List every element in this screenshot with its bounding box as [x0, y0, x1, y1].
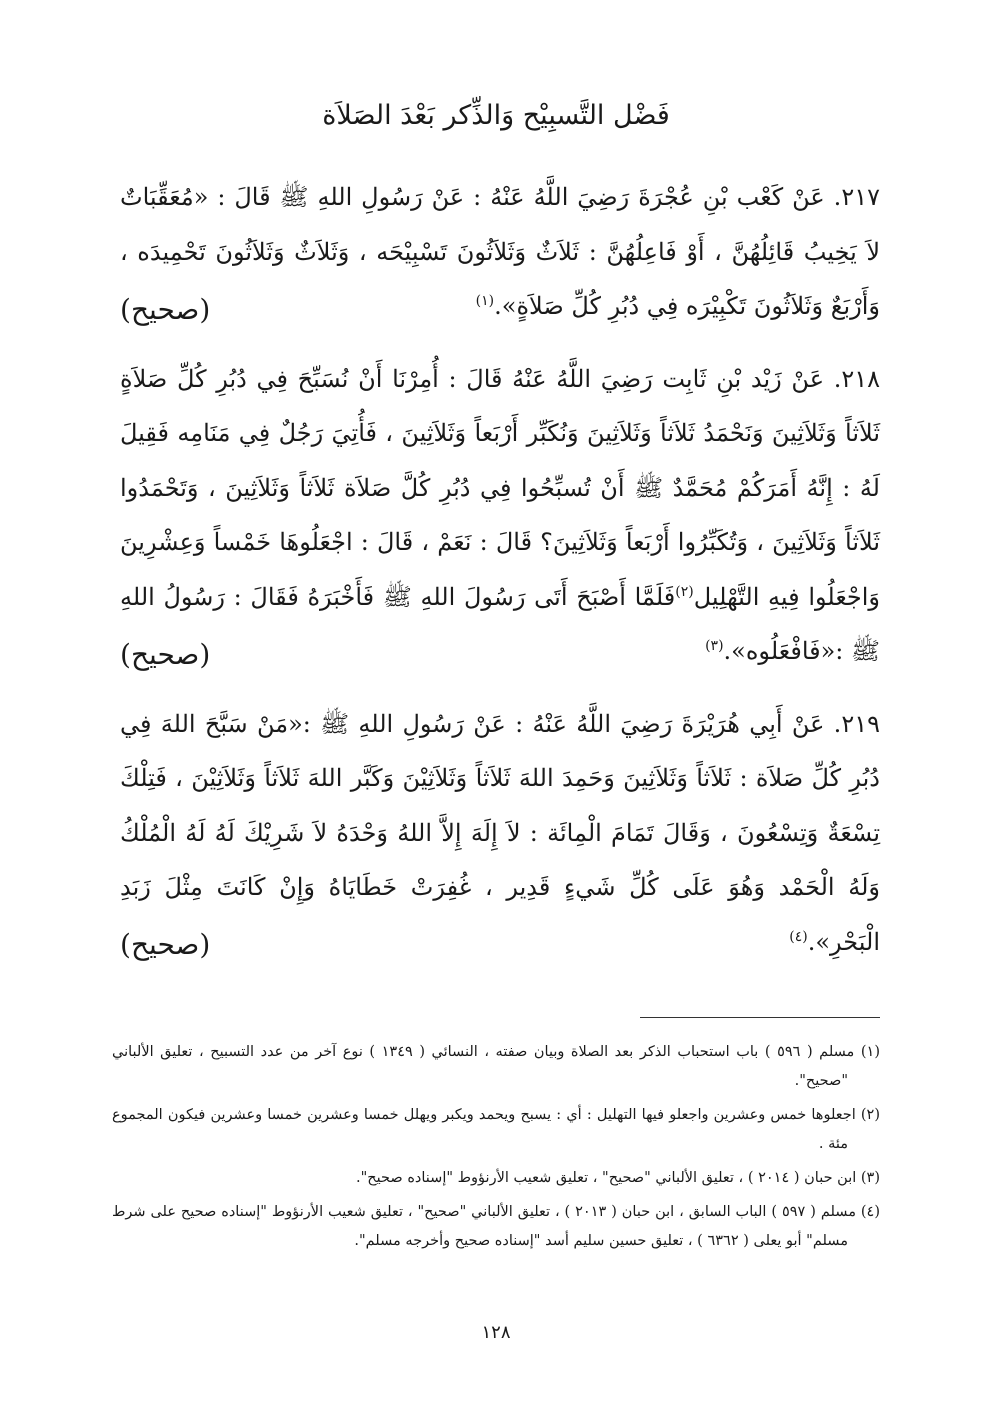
- page-number: ١٢٨: [481, 1322, 511, 1343]
- footnote-ref[interactable]: (٣): [705, 638, 724, 654]
- footnote-1: (١) مسلم ( ٥٩٦ ) باب استحباب الذكر بعد الصلاة وبيان صفته ، النسائي ( ١٣٤٩ ) نوع آخر من عدد التسبيح ، تعليق الألباني "صحيح".: [112, 1044, 880, 1089]
- hadith-text-continued: فَلَمَّا أَصْبَحَ أَتَى رَسُولَ اللهِ ﷺ فَأَخْبَرَهُ فَقَالَ : رَسُولُ اللهِ ﷺ :«فَافْعَلُوه».: [120, 582, 880, 665]
- hadith-217: [120, 170, 880, 334]
- hadith-text: ٢١٨. عَنْ زَيْد بْنِ ثَابِت رَضِيَ اللَّهُ عَنْهُ قَالَ : أُمِرْنَا أَنْ نُسَبِّحَ فِي دُبُرِ كُلِّ صَلاَةٍ ثَلاَثاً وَثَلاَثِينَ وَنَحْمَدُ ثَلاَثاً وَثَلاَثِينَ وَنُكَبِّر أَرْبَعاً وَثَلاَثِينَ ، فَأُتِيَ رَجُلٌ فِي مَنَامِه فَقِيلَ لَهُ : إِنَّهُ أَمَرَكُمْ مُحَمَّدٌ ﷺ أَنْ تُسبِّحُوا فِي دُبُرِ كُلَّ صَلاَة ثَلاَثاً وَثَلاَثِينَ ، وَتَحْمَدُوا ثَلاَثاً وَثَلاَثِينَ ، وَتُكَبِّرُوا أَرْبَعاً وَثَلاَثِينَ؟ قَالَ : نَعَمْ ، قَالَ : اجْعَلُوهَا خَمْساً وَعِشْرِينَ وَاجْعَلُوا فِيهِ التَّهْلِيل: [120, 364, 880, 611]
- hadith-grade: ( صحيح ): [120, 925, 210, 965]
- footnote-4: (٤) مسلم ( ٥٩٧ ) الباب السابق ، ابن حبان ( ٢٠١٣ ) ، تعليق الألباني "صحيح" ، تعليق شعيب الأرنؤوط "إسناده صحيح على شرط مسلم" أبو يعلى ( ٦٣٦٢ ) ، تعليق حسين سليم أسد "إسناده صحيح وأخرجه مسلم".: [112, 1204, 881, 1249]
- hadith-219: [120, 697, 880, 970]
- footnote-ref[interactable]: (١): [475, 293, 495, 309]
- footnote-ref[interactable]: (٤): [789, 928, 808, 945]
- hadith-grade: ( صحيح ): [120, 290, 210, 330]
- footnote-2: (٢) اجعلوها خمس وعشرين واجعلو فيها التهليل : أي : يسبح ويحمد ويكبر ويهلل خمسا وعشرين خمسا وعشرين فيكون المجموع مئة .: [112, 1107, 881, 1152]
- hadith-text: ٢١٧. عَنْ كَعْب بْنِ عُجْرَةَ رَضِيَ اللَّهُ عَنْهُ : عَنْ رَسُولِ اللهِ ﷺ قَالَ : «مُعَقِّبَاتٌ لاَ يَخِيبُ قَائِلُهُنَّ ، أَوْ فَاعِلُهُنَّ : ثَلاَثٌ وَثَلاَثُونَ تَسْبِيْحَه ، وَثَلاَثٌ وَثَلاَثُونَ تَحْمِيدَه ، وَأَرْبَعٌ وَثَلاَثُونَ تَكْبِيْرَه فِي دُبُرِ كُلِّ صَلاَةٍ».: [120, 183, 881, 320]
- page-title: فَضْل التَّسبِيْح وَالذِّكر بَعْدَ الصَلاَة: [322, 100, 670, 131]
- hadith-section: [120, 170, 880, 969]
- footnotes: [112, 1038, 880, 1261]
- hadith-grade: ( صحيح ): [120, 635, 210, 675]
- footnote-3: (٣) ابن حبان ( ٢٠١٤ ) ، تعليق الألباني "صحيح" ، تعليق شعيب الأرنؤوط "إسناده صحيح".: [356, 1170, 880, 1186]
- hadith-218: [120, 352, 880, 679]
- hadith-text: ٢١٩. عَنْ أَبِي هُرَيْرَةَ رَضِيَ اللَّهُ عَنْهُ : عَنْ رَسُولِ اللهِ ﷺ :«مَنْ سَبَّحَ اللهَ فِي دُبُرِ كُلِّ صَلاَة : ثَلاَثاً وَثَلاَثِينَ وَحَمِدَ اللهَ ثَلاَثاً وَثَلاَثِيْنَ وَكَبَّر اللهَ ثَلاَثاً وَثَلاَثِيْنَ ، فَتِلْكَ تِسْعَةٌ وَتِسْعُونَ ، وَقَالَ تَمَامَ الْمِائَة : لاَ إِلَهَ إِلاَّ اللهُ وَحْدَهُ لاَ شَرِيْكَ لَهُ لَهُ الْمُلْكُ وَلَهُ الْحَمْد وَهُوَ عَلَى كُلِّ شَيءٍ قَدِير ، غُفِرَتْ خَطَايَاهُ وَإِنْ كَانَتَ مِثْلَ زَبَدِ الْبَحْرِ».: [120, 709, 880, 956]
- footnote-divider: [640, 1017, 880, 1018]
- footnote-ref[interactable]: (٢): [675, 583, 694, 600]
